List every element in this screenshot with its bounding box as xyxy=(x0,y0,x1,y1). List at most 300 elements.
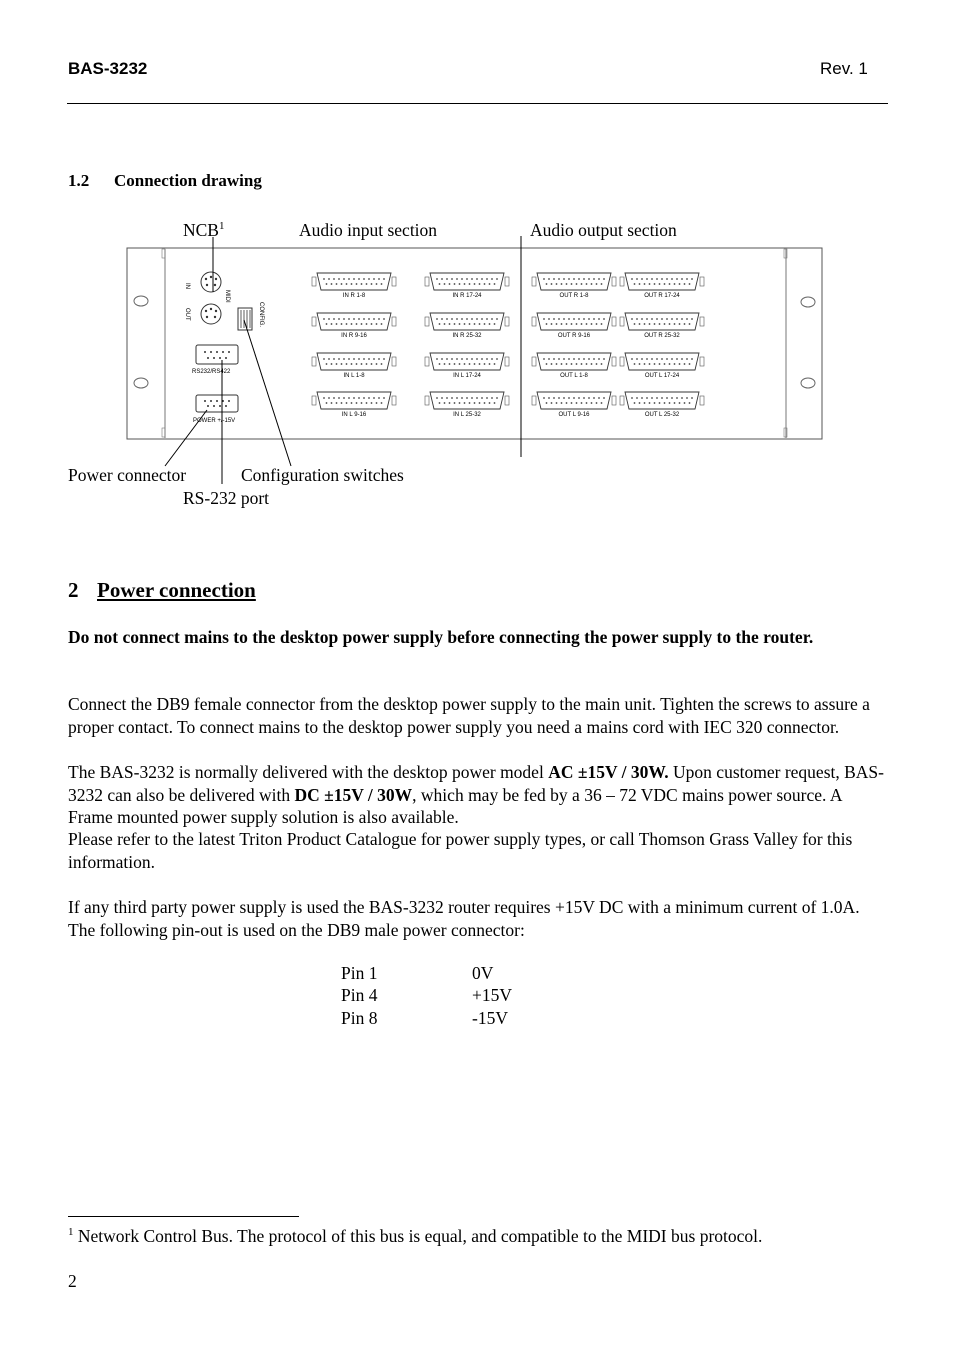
dsub-pin xyxy=(601,402,603,404)
dsub-pin xyxy=(333,358,335,360)
paragraph-3: Please refer to the latest Triton Product Catalogue for power supply types, or call Thomson Grass Valley for this information. xyxy=(68,829,853,872)
dsub-pin xyxy=(651,397,653,399)
dsub-pin xyxy=(373,318,375,320)
footnote xyxy=(68,1226,762,1247)
dsub-pin xyxy=(346,363,348,365)
dsub-screw xyxy=(392,317,396,326)
revision: Rev. 1 xyxy=(820,59,868,78)
dsub-connector xyxy=(625,353,699,370)
dsub-pin xyxy=(644,323,646,325)
dsub-pin xyxy=(543,318,545,320)
dsub-pin xyxy=(666,397,668,399)
dsub-pin xyxy=(486,318,488,320)
dsub-connector xyxy=(625,313,699,330)
dsub-pin xyxy=(641,278,643,280)
dsub-pin xyxy=(573,318,575,320)
dsub-pin xyxy=(661,397,663,399)
dsub-screw xyxy=(532,396,536,405)
dsub-pin xyxy=(376,363,378,365)
dsub-pin xyxy=(341,283,343,285)
pinout-value: -15V xyxy=(472,1008,508,1028)
dsub-pin xyxy=(479,402,481,404)
dsub-pin xyxy=(469,323,471,325)
dsub-pin xyxy=(496,358,498,360)
dsub-pin xyxy=(464,363,466,365)
dsub-pin xyxy=(474,402,476,404)
dsub-screw xyxy=(312,317,316,326)
dsub-pin xyxy=(481,397,483,399)
dsub-pin xyxy=(571,323,573,325)
dsub-pin xyxy=(366,283,368,285)
dsub-pin xyxy=(474,283,476,285)
dsub-pin xyxy=(376,402,378,404)
dsub-pin xyxy=(689,363,691,365)
paragraph-4: If any third party power supply is used the BAS-3232 router requires +15V DC with a minimum current of 1.0A. The following pin-out is used on the DB9 male power connector: xyxy=(68,897,860,940)
dsub-connector xyxy=(625,392,699,409)
pinout-value: +15V xyxy=(472,985,513,1005)
dsub-pin xyxy=(481,318,483,320)
dsub-pin xyxy=(598,278,600,280)
connection-drawing xyxy=(0,0,954,520)
dsub-pin xyxy=(449,323,451,325)
dsub-pin xyxy=(601,323,603,325)
dsub-pin xyxy=(639,363,641,365)
dsub-pin xyxy=(464,283,466,285)
dsub-pin xyxy=(449,363,451,365)
dsub-connector xyxy=(537,273,611,290)
dsub-pin xyxy=(571,363,573,365)
dsub-pin xyxy=(681,278,683,280)
dsub-screw xyxy=(532,277,536,286)
dsub-pin xyxy=(356,363,358,365)
section-number: 1.2 xyxy=(68,171,90,190)
dsub-pin xyxy=(459,402,461,404)
dsub-pin xyxy=(361,402,363,404)
dsub-pin xyxy=(486,278,488,280)
dsub-pin xyxy=(326,363,328,365)
dsub-pin xyxy=(376,323,378,325)
dsub-pin xyxy=(328,278,330,280)
dsub-screw xyxy=(312,357,316,366)
dsub-pin xyxy=(551,323,553,325)
dsub-pin xyxy=(494,283,496,285)
dsub-pin xyxy=(588,318,590,320)
dsub-pin xyxy=(578,397,580,399)
dsub-pin xyxy=(578,358,580,360)
dsub-pin xyxy=(371,363,373,365)
dsub-pin xyxy=(634,402,636,404)
dsub-pin xyxy=(494,323,496,325)
dsub-pin xyxy=(666,358,668,360)
dsub-screw xyxy=(505,396,509,405)
footnote-text: Network Control Bus. The protocol of this bus is equal, and compatible to the MIDI bus protocol. xyxy=(73,1226,763,1246)
dsub-pin xyxy=(543,278,545,280)
dsub-pin xyxy=(363,278,365,280)
dsub-pin xyxy=(326,283,328,285)
config-leader-line xyxy=(244,320,291,466)
dsub-pin xyxy=(351,363,353,365)
dsub-pin xyxy=(661,278,663,280)
dsub-pin xyxy=(446,318,448,320)
dsub-pin xyxy=(674,402,676,404)
dsub-pin xyxy=(634,283,636,285)
dsub-pin xyxy=(671,358,673,360)
dsub-pin xyxy=(476,397,478,399)
rs232-text: RS232/RS422 xyxy=(192,369,231,375)
dsub-screw xyxy=(612,396,616,405)
dsub-pin xyxy=(368,358,370,360)
dsub-pin xyxy=(363,358,365,360)
dsub-pin xyxy=(471,397,473,399)
dsub-pin xyxy=(378,318,380,320)
dsub-pin xyxy=(459,363,461,365)
dsub-pin xyxy=(669,363,671,365)
dsub-pin xyxy=(583,397,585,399)
dsub-pin xyxy=(461,278,463,280)
dsub-pin xyxy=(466,318,468,320)
dsub-pin xyxy=(636,318,638,320)
dsub-pin xyxy=(464,323,466,325)
dsub-connector xyxy=(537,353,611,370)
dsub-pin xyxy=(659,402,661,404)
dsub-pin xyxy=(348,318,350,320)
dsub-pin xyxy=(346,283,348,285)
pinout-pin: Pin 8 xyxy=(341,1008,378,1028)
dsub-pin xyxy=(446,358,448,360)
dsub-pin xyxy=(323,278,325,280)
dsub-pin xyxy=(353,358,355,360)
dsub-pin xyxy=(556,363,558,365)
dsub-pin xyxy=(586,402,588,404)
dsub-pin xyxy=(691,358,693,360)
dsub-pin xyxy=(343,358,345,360)
dsub-pin xyxy=(484,323,486,325)
dsub-pin xyxy=(581,283,583,285)
dsub-label: IN L 9-16 xyxy=(341,412,367,418)
dsub-pin xyxy=(331,283,333,285)
dsub-screw xyxy=(612,317,616,326)
dsub-pin xyxy=(656,397,658,399)
dsub-pin xyxy=(556,323,558,325)
dsub-pin xyxy=(358,278,360,280)
dsub-pin xyxy=(363,397,365,399)
dsub-pin xyxy=(591,402,593,404)
dsub-pin xyxy=(546,323,548,325)
dsub-pin xyxy=(661,318,663,320)
dsub-label: IN R 25-32 xyxy=(452,333,482,339)
dsub-pin xyxy=(378,358,380,360)
dsub-pin xyxy=(371,323,373,325)
dsub-pin xyxy=(356,402,358,404)
dsub-pin xyxy=(348,397,350,399)
dsub-pin xyxy=(376,283,378,285)
config-switches-label: Configuration switches xyxy=(241,465,404,485)
dsub-pin xyxy=(491,318,493,320)
dsub-connector xyxy=(317,313,391,330)
dsub-pin xyxy=(444,283,446,285)
dsub-pin xyxy=(346,402,348,404)
section-heading-2 xyxy=(68,578,256,603)
dsub-pin xyxy=(496,278,498,280)
dsub-pin xyxy=(441,278,443,280)
dsub-pin xyxy=(331,363,333,365)
dsub-pin xyxy=(674,283,676,285)
dsub-pin xyxy=(636,358,638,360)
dsub-connector xyxy=(430,273,504,290)
dsub-pin xyxy=(566,283,568,285)
dsub-pin xyxy=(649,402,651,404)
dsub-pin xyxy=(601,283,603,285)
dsub-pin xyxy=(551,283,553,285)
dsub-pin xyxy=(356,323,358,325)
footnote-rule xyxy=(68,1216,299,1217)
dsub-screw xyxy=(392,357,396,366)
dsub-pin xyxy=(581,363,583,365)
dsub-pin xyxy=(656,278,658,280)
dsub-pin xyxy=(664,402,666,404)
dsub-pin xyxy=(373,397,375,399)
dsub-pin xyxy=(691,318,693,320)
dsub-pin xyxy=(546,402,548,404)
dsub-pin xyxy=(341,323,343,325)
dsub-pin xyxy=(451,318,453,320)
dsub-screw xyxy=(505,317,509,326)
dsub-pin xyxy=(553,397,555,399)
pinout-value: 0V xyxy=(472,963,494,983)
dsub-pin xyxy=(328,397,330,399)
dsub-pin xyxy=(686,318,688,320)
dsub-screw xyxy=(505,357,509,366)
dsub-pin xyxy=(494,363,496,365)
dsub-label: OUT R 9-16 xyxy=(557,333,591,339)
dsub-pin xyxy=(593,397,595,399)
dsub-pin xyxy=(573,278,575,280)
dsub-pin xyxy=(469,283,471,285)
ncb-in-socket xyxy=(201,272,221,292)
dsub-pin xyxy=(641,358,643,360)
dsub-pin xyxy=(489,363,491,365)
dsub-pin xyxy=(561,323,563,325)
dsub-screw xyxy=(505,277,509,286)
dsub-screw xyxy=(700,277,704,286)
dsub-pin xyxy=(551,363,553,365)
dsub-pin xyxy=(689,283,691,285)
dsub-screw xyxy=(700,357,704,366)
dsub-pin xyxy=(331,402,333,404)
dsub-pin xyxy=(631,318,633,320)
dsub-pin xyxy=(566,363,568,365)
dsub-pin xyxy=(489,323,491,325)
section-title: Connection drawing xyxy=(114,171,262,190)
dsub-pin xyxy=(649,323,651,325)
dsub-pin xyxy=(664,323,666,325)
dsub-pin xyxy=(566,323,568,325)
dsub-connector xyxy=(430,392,504,409)
dsub-pin xyxy=(671,278,673,280)
dsub-pin xyxy=(578,318,580,320)
dsub-pin xyxy=(476,318,478,320)
dsub-pin xyxy=(641,397,643,399)
dsub-pin xyxy=(656,358,658,360)
dsub-pin xyxy=(573,358,575,360)
dsub-pin xyxy=(441,318,443,320)
dsub-connector xyxy=(317,273,391,290)
dsub-pin xyxy=(341,363,343,365)
dsub-pin xyxy=(333,318,335,320)
dsub-pin xyxy=(476,278,478,280)
dsub-pin xyxy=(456,278,458,280)
dsub-pin xyxy=(449,402,451,404)
dsub-pin xyxy=(578,278,580,280)
dsub-pin xyxy=(634,363,636,365)
power-connector xyxy=(196,395,238,412)
dsub-pin xyxy=(669,402,671,404)
in-text: IN xyxy=(184,283,190,289)
out-text: OUT xyxy=(184,308,190,321)
page-number: 2 xyxy=(68,1271,77,1291)
dsub-screw xyxy=(700,317,704,326)
dsub-pin xyxy=(583,318,585,320)
dsub-screw xyxy=(620,396,624,405)
dsub-pin xyxy=(598,318,600,320)
dsub-label: OUT R 17-24 xyxy=(644,293,680,299)
dsub-pin xyxy=(588,358,590,360)
dsub-pin xyxy=(681,318,683,320)
dsub-pin xyxy=(454,323,456,325)
dsub-pin xyxy=(583,278,585,280)
dsub-pin xyxy=(684,363,686,365)
dsub-pin xyxy=(436,318,438,320)
dsub-pin xyxy=(636,278,638,280)
rack-hole xyxy=(801,297,815,307)
dsub-pin xyxy=(326,402,328,404)
dsub-screw xyxy=(425,396,429,405)
dsub-pin xyxy=(546,283,548,285)
dsub-pin xyxy=(343,278,345,280)
dsub-pin xyxy=(649,363,651,365)
dsub-pin xyxy=(679,283,681,285)
dsub-pin xyxy=(654,363,656,365)
dsub-pin xyxy=(459,323,461,325)
dsub-screw xyxy=(532,317,536,326)
dsub-pin xyxy=(361,363,363,365)
dsub-pin xyxy=(323,318,325,320)
dsub-pin xyxy=(469,402,471,404)
dsub-pin xyxy=(436,278,438,280)
pinout-pin: Pin 1 xyxy=(341,963,378,983)
dsub-screw xyxy=(620,317,624,326)
dsub-label: IN L 25-32 xyxy=(453,412,481,418)
doc-id: BAS-3232 xyxy=(68,59,148,78)
dsub-pin xyxy=(338,397,340,399)
dsub-pin xyxy=(348,358,350,360)
dsub-pin xyxy=(553,358,555,360)
dsub-pin xyxy=(439,323,441,325)
dsub-label: OUT R 1-8 xyxy=(559,293,589,299)
dsub-pin xyxy=(371,402,373,404)
paragraph-1: Connect the DB9 female connector from the desktop power supply to the main unit. Tighten the screws to assure a proper contact. To connect mains to the desktop power supply you need a mains cord with IEC 320 connector. xyxy=(68,694,870,737)
dsub-pin xyxy=(353,278,355,280)
power-leader-line xyxy=(165,410,207,466)
dsub-pin xyxy=(639,283,641,285)
dsub-pin xyxy=(586,283,588,285)
dsub-pin xyxy=(381,283,383,285)
dsub-pin xyxy=(659,283,661,285)
dsub-pin xyxy=(558,397,560,399)
midi-text: MIDI xyxy=(224,290,230,303)
dsub-pin xyxy=(591,363,593,365)
dsub-pin xyxy=(358,397,360,399)
power-connector-label: Power connector xyxy=(68,465,187,485)
dsub-pin xyxy=(456,318,458,320)
dsub-pin xyxy=(333,278,335,280)
dsub-pin xyxy=(631,397,633,399)
dsub-pin xyxy=(684,402,686,404)
dsub-pin xyxy=(469,363,471,365)
dsub-pin xyxy=(484,402,486,404)
dsub-pin xyxy=(481,358,483,360)
dsub-pin xyxy=(654,402,656,404)
panel-outline xyxy=(127,248,822,439)
dsub-pin xyxy=(366,323,368,325)
dsub-pin xyxy=(466,397,468,399)
dsub-connector xyxy=(430,353,504,370)
dsub-pin xyxy=(568,318,570,320)
dsub-pin xyxy=(383,397,385,399)
dsub-pin xyxy=(361,283,363,285)
paragraph-2 xyxy=(68,761,890,829)
dsub-screw xyxy=(392,396,396,405)
dsub-pin xyxy=(368,278,370,280)
dsub-pin xyxy=(576,363,578,365)
dsub-pin xyxy=(644,283,646,285)
dsub-pin xyxy=(351,402,353,404)
dsub-pin xyxy=(489,402,491,404)
power-text: POWER +/-15V xyxy=(193,418,236,424)
dsub-pin xyxy=(466,278,468,280)
dsub-pin xyxy=(441,358,443,360)
dsub-pin xyxy=(571,402,573,404)
dsub-label: IN R 9-16 xyxy=(341,333,367,339)
dsub-pin xyxy=(591,283,593,285)
dsub-screw xyxy=(612,277,616,286)
dsub-pin xyxy=(654,283,656,285)
rs232-port-label: RS-232 port xyxy=(183,488,270,508)
dsub-pin xyxy=(373,278,375,280)
dsub-pin xyxy=(644,363,646,365)
dsub-pin xyxy=(671,397,673,399)
dsub-pin xyxy=(561,402,563,404)
dsub-pin xyxy=(659,363,661,365)
dsub-pin xyxy=(358,318,360,320)
dsub-pin xyxy=(588,278,590,280)
dsub-pin xyxy=(686,358,688,360)
dsub-pin xyxy=(496,397,498,399)
dsub-pin xyxy=(596,323,598,325)
dsub-pin xyxy=(479,323,481,325)
dsub-pin xyxy=(684,323,686,325)
audio-output-label: Audio output section xyxy=(530,220,677,240)
dsub-pin xyxy=(451,278,453,280)
dsub-pin xyxy=(654,323,656,325)
dsub-pin xyxy=(561,283,563,285)
dsub-pin xyxy=(451,397,453,399)
dsub-pin xyxy=(603,278,605,280)
dsub-pin xyxy=(494,402,496,404)
dsub-screw xyxy=(612,357,616,366)
warning-text: Do not connect mains to the desktop power supply before connecting the power supply to the router. xyxy=(68,627,814,647)
dsub-pin xyxy=(363,318,365,320)
